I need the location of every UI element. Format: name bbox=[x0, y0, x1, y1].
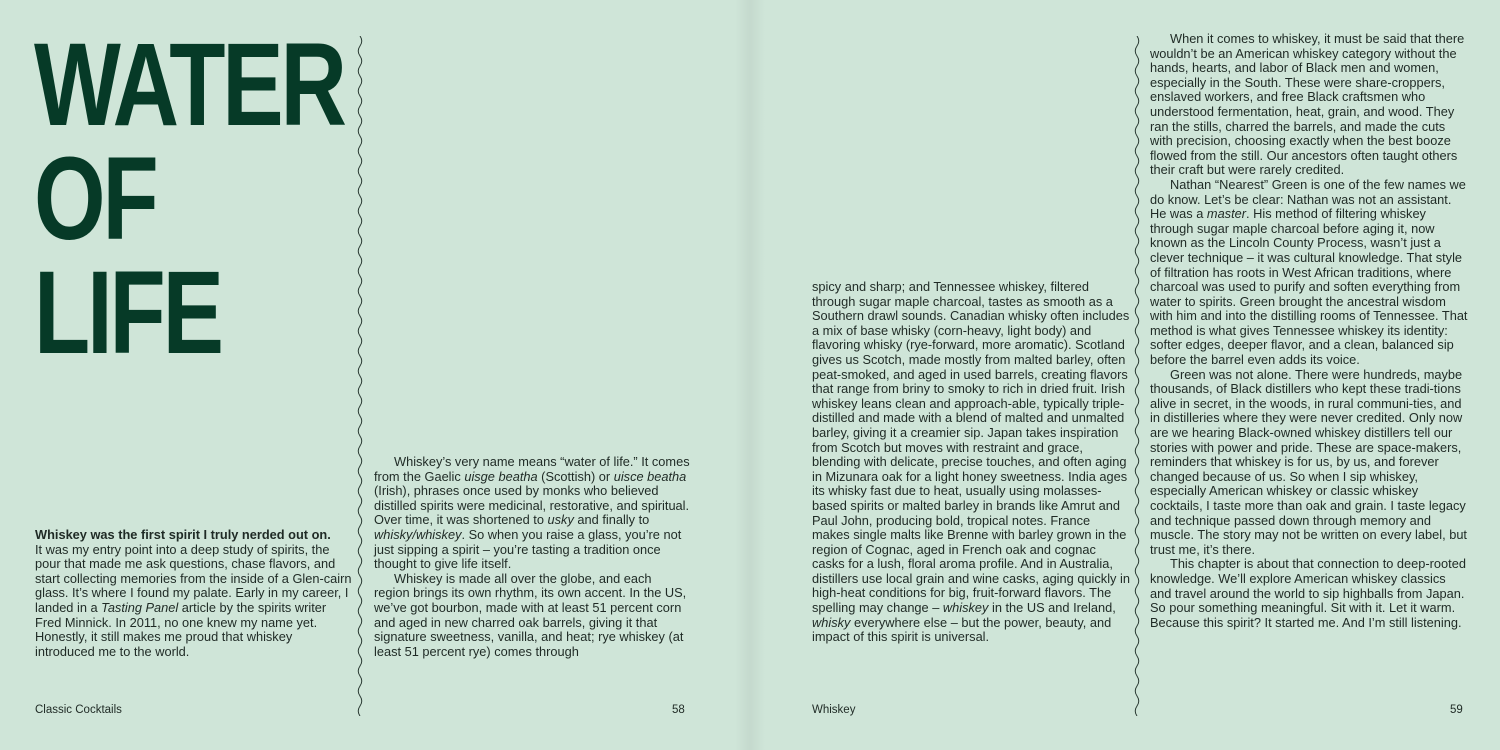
italic-run: usky bbox=[547, 512, 574, 528]
italic-run: uisce beatha bbox=[613, 468, 687, 484]
paragraph: This chapter is about that connection to deep-rooted knowledge. We’ll explore American whiskey classics and travel around the world to sip highballs from Japan. So pour something meaningful. Sit with it. Let it warm. Because this spirit? It started me. And I’m still listening. bbox=[1150, 556, 1466, 630]
title-line-2: OF bbox=[34, 133, 156, 265]
body-column-3 bbox=[812, 280, 1130, 645]
italic-run: whisky/whiskey bbox=[374, 526, 462, 542]
title-line-1: WATER bbox=[34, 19, 344, 151]
paragraph: When it comes to whiskey, it must be said that there wouldn’t be an American whiskey category without the hands, hearts, and labor of Black men and women, especially in the South. These were share-croppers, enslaved workers, and free Black craftsmen who understood fermentation, heat, grain, and wood. They ran the stills, charred the barrels, and made the cuts with precision, choosing exactly when the best booze flowed from the still. Our ancestors often taught others their craft but were rarely credited. bbox=[1150, 31, 1465, 178]
page-number-right: 59 bbox=[1450, 704, 1463, 716]
intro-paragraph bbox=[35, 528, 353, 659]
text-run: (Irish), phrases once used by monks who believed distilled spirits were medicinal, restorative, and spiritual. Over time, it was shortened to bbox=[374, 483, 690, 528]
text-run: article by the spirits writer Fred Minnick. In 2011, no one knew my name yet. Honestly, it still makes me proud that whiskey introduced me to the world. bbox=[35, 599, 327, 659]
running-footer-left: Classic Cocktails bbox=[35, 704, 122, 716]
italic-run: Tasting Panel bbox=[101, 599, 179, 615]
text-run: in the US and Ireland, bbox=[988, 600, 1116, 616]
body-column-4 bbox=[1150, 32, 1470, 630]
paragraph bbox=[1150, 178, 1470, 368]
italic-run: whisky bbox=[812, 614, 851, 630]
book-gutter-shadow bbox=[735, 0, 765, 750]
running-footer-right: Whiskey bbox=[812, 704, 856, 716]
italic-run: master bbox=[1206, 206, 1247, 222]
wavy-divider-right bbox=[1132, 36, 1142, 716]
paragraph: Green was not alone. There were hundreds, maybe thousands, of Black distillers who kept these tradi-tions alive in secret, in the woods, in rural communi-ties, and in distilleries where they were never credited. Only now are we hearing Black-owned whiskey distillers tell our stories with power and pride. These are space-makers, reminders that whiskey is for us, by us, and forever changed because of us. So when I sip whiskey, especially American whiskey or classic whiskey cocktails, I taste more than oak and grain. I taste legacy and technique passed down through memory and muscle. The story may not be written on every label, but trust me, it’s there. bbox=[1150, 366, 1467, 557]
text-run: spicy and sharp; and Tennessee whiskey, filtered through sugar maple charcoal, tastes as smooth as a Southern drawl sounds. Canadian whisky often includes a mix of base whisky (corn-heavy, light body) and flavoring whisky (rye-forward, more aromatic). Scotland gives us Scotch, made mostly from malted barley, often peat-smoked, and aged in used barrels, creating flavors that range from briny to smoky to rich in dried fruit. Irish whiskey leans clean and approach-able, typically triple-distilled and made with a blend of malted and unmalted barley, giving it a creamier sip. Japan takes inspiration from Scotch but moves with restraint and grace, blending with delicate, precise touches, and often aging in Mizunara oak for a light honey sweetness. India ages its whisky fast due to heat, usually using molasses-based spirits or malted barley in brands like Amrut and Paul John, producing bold, tropical notes. France makes single malts like Brenne with barley grown in the region of Cognac, aged in French oak and cognac casks for a lush, floral aroma profile. And in Australia, distillers use local grain and wine casks, aging quickly in high-heat conditions for big, fruit-forward flavors. The spelling may change – bbox=[812, 279, 1130, 616]
paragraph bbox=[374, 455, 690, 572]
text-run: . So when you raise a glass, you’re not just sipping a spirit – you’re tasting a tradition once thought to give life itself. bbox=[374, 526, 682, 572]
paragraph: Whiskey is made all over the globe, and each region brings its own rhythm, its own accent. In the US, we’ve got bourbon, made with at least 51 percent corn and aged in new charred oak barrels, giving it that signature sweetness, vanilla, and heat; rye whiskey (at least 51 percent rye) comes through bbox=[374, 570, 687, 659]
text-run: Nathan “Nearest” Green is one of the few names we do know. Let’s be clear: Nathan was not an assistant. He was a bbox=[1150, 176, 1466, 222]
italic-run: whiskey bbox=[942, 600, 989, 616]
paragraph bbox=[812, 280, 1130, 645]
text-run: (Scottish) or bbox=[537, 468, 614, 484]
body-column-2 bbox=[374, 455, 690, 659]
text-run: Whiskey’s very name means “water of life.” It comes from the Gaelic bbox=[374, 454, 690, 484]
text-run: . His method of filtering whiskey through sugar maple charcoal before aging it, now known as the Lincoln County Process, wasn’t just a clever technique – it was cultural knowledge. That style of filtration has roots in West African traditions, where charcoal was used to purify and soften everything from water to spirits. Green brought the ancestral wisdom with him and into the distilling rooms of Tennessee. That method is what gives Tennessee whiskey its identity: softer edges, deeper flavor, and a clean, balanced sip before the barrel even adds its voice. bbox=[1150, 206, 1468, 368]
page-number-left: 58 bbox=[672, 704, 685, 716]
intro-lead: Whiskey was the first spirit I truly nerded out on. bbox=[35, 527, 331, 542]
chapter-title bbox=[34, 19, 344, 379]
text-run: everywhere else – but the power, beauty, and impact of this spirit is universal. bbox=[812, 614, 1112, 645]
wavy-divider-left bbox=[355, 36, 365, 716]
text-run: It was my entry point into a deep study of spirits, the pour that made me ask questions, chase flavors, and start collecting memories from the inside of a Glen-cairn glass. It’s where I found my palate. Early in my career, I landed in a bbox=[35, 541, 352, 615]
title-line-3: LIFE bbox=[34, 247, 221, 379]
italic-run: uisge beatha bbox=[464, 468, 538, 484]
intro-column bbox=[35, 528, 353, 659]
text-run: and finally to bbox=[573, 512, 650, 528]
